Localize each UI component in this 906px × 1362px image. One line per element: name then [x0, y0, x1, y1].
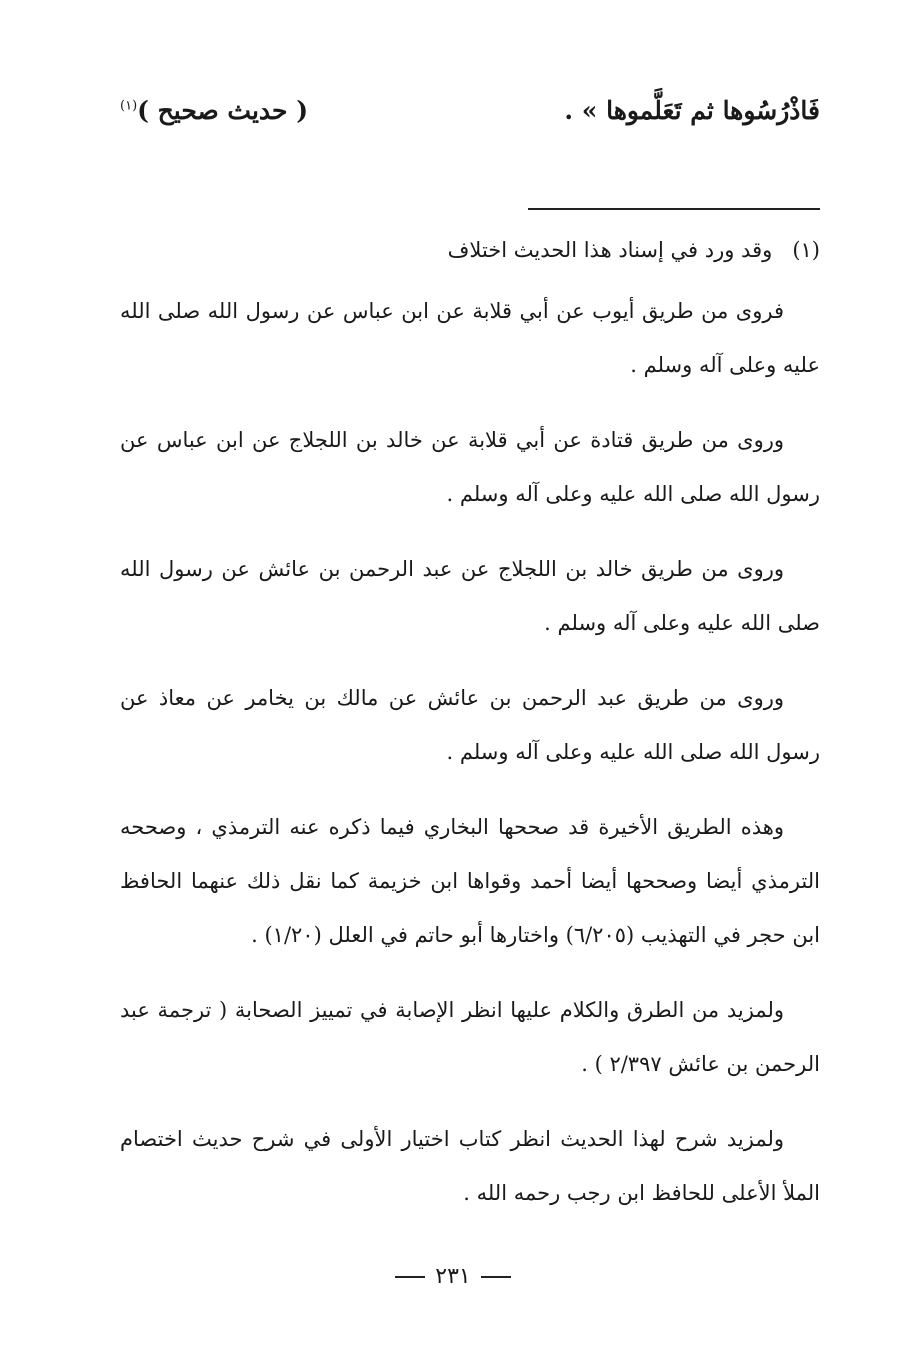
- footnote-section: [120, 228, 820, 1241]
- footnote-paragraph: وروى من طريق قتادة عن أبي قلابة عن خالد بن اللجلاج عن ابن عباس عن رسول الله صلى الله عليه وعلى آله وسلم .: [120, 428, 820, 506]
- hadith-text-end: فَاذْرُسُوها ثم تَعَلَّموها » .: [564, 96, 820, 125]
- footnote-paragraph: وهذه الطريق الأخيرة قد صححها البخاري فيما ذكره عنه الترمذي ، وصححه الترمذي أيضا وصححها أيضا أحمد وقواها ابن خزيمة كما نقل ذلك عنهما الحافظ ابن حجر في التهذيب (٦/٢٠٥) واختارها أبو حاتم في العلل (١/٢٠) .: [120, 815, 820, 947]
- page-number: ٢٣١: [435, 1264, 471, 1289]
- grade-label: ( حديث صحيح ): [137, 96, 309, 125]
- page-number-footer: [0, 1264, 906, 1289]
- page-number-dash-left: [395, 1276, 425, 1278]
- hadith-closing-line: [120, 96, 820, 144]
- footnote-paragraph: ولمزيد من الطرق والكلام عليها انظر الإصابة في تمييز الصحابة ( ترجمة عبد الرحمن بن عائش ٢/٣٩٧ ) .: [120, 998, 820, 1076]
- page-number-dash-right: [481, 1276, 511, 1278]
- footnote-paragraph: وروى من طريق خالد بن اللجلاج عن عبد الرحمن بن عائش عن رسول الله صلى الله عليه وعلى آله وسلم .: [120, 557, 820, 635]
- footnote-paragraph: وروى من طريق عبد الرحمن بن عائش عن مالك بن يخامر عن معاذ عن رسول الله صلى الله عليه وعلى آله وسلم .: [120, 686, 820, 764]
- footnote-paragraph: فروى من طريق أيوب عن أبي قلابة عن ابن عباس عن رسول الله صلى الله عليه وعلى آله وسلم .: [120, 299, 820, 377]
- footnote-heading: [120, 228, 820, 272]
- footnote-separator: [528, 208, 820, 210]
- footnote-reference[interactable]: (١): [120, 98, 138, 114]
- hadith-grade: [120, 96, 308, 125]
- footnote-intro: وقد ورد في إسناد هذا الحديث اختلاف: [447, 238, 773, 262]
- footnote-paragraph: ولمزيد شرح لهذا الحديث انظر كتاب اختيار الأولى في شرح حديث اختصام الملأ الأعلى للحافظ ابن رجب رحمه الله .: [120, 1127, 820, 1205]
- footnote-marker: (١): [792, 238, 820, 262]
